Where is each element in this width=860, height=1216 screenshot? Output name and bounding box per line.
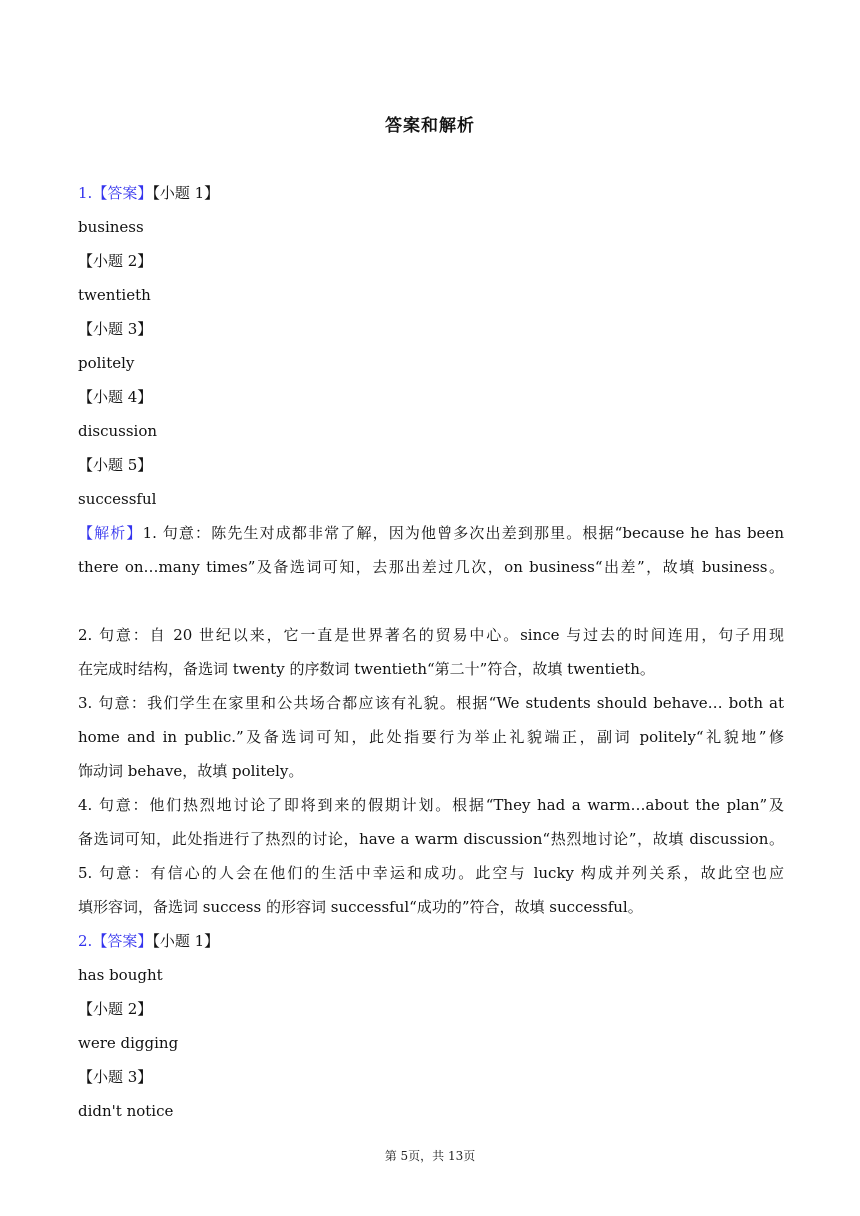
q1-analysis-line-9: 备选词可知，此处指进行了热烈的讨论，have a warm discussion“热烈地讨论”，故填 discussion。 <box>78 830 784 848</box>
q2-number: 2. <box>78 932 93 950</box>
q2-item-3-label: 【小题 3】 <box>78 1068 153 1086</box>
q1-analysis-line-4: 在完成时结构，备选词 twenty 的序数词 twentieth“第二十”符合，故填 twentieth。 <box>78 660 655 678</box>
analysis-text: 1. 句意：陈先生对成都非常了解，因为他曾多次出差到那里。根据“because he has been <box>142 524 784 542</box>
q1-item-1-answer: business <box>78 218 144 236</box>
q2-item-2-answer: were digging <box>78 1034 179 1052</box>
q1-analysis-line-5: 3. 句意：我们学生在家里和公共场合都应该有礼貌。根据“We students should behave… both at <box>78 694 784 712</box>
q1-item-4-label: 【小题 4】 <box>78 388 153 406</box>
answer-content <box>78 176 784 1128</box>
q1-analysis-tag: 【解析】 <box>78 524 143 542</box>
q1-header <box>78 176 784 210</box>
q1-analysis-line-1 <box>78 516 784 550</box>
page-title: 答案和解析 <box>385 116 475 136</box>
q1-analysis-line-6: home and in public.”及备选词可知，此处指要行为举止礼貌端正，副词 politely“礼貌地”修 <box>78 728 784 746</box>
q1-analysis-line-3: 2. 句意：自 20 世纪以来，它一直是世界著名的贸易中心。since 与过去的时间连用，句子用现 <box>78 626 784 644</box>
q1-analysis-line-8: 4. 句意：他们热烈地讨论了即将到来的假期计划。根据“They had a warm…about the plan”及 <box>78 796 784 814</box>
q1-number: 1. <box>78 184 93 202</box>
q1-analysis-line-10: 5. 句意：有信心的人会在他们的生活中幸运和成功。此空与 lucky 构成并列关系，故此空也应 <box>78 864 784 882</box>
q1-item-2-label: 【小题 2】 <box>78 252 153 270</box>
q1-item-5-label: 【小题 5】 <box>78 456 153 474</box>
q2-item-1-answer: has bought <box>78 966 163 984</box>
paragraph-gap <box>78 584 784 618</box>
q2-item-2-label: 【小题 2】 <box>78 1000 153 1018</box>
q1-item-3-answer: politely <box>78 354 135 372</box>
q1-item-2-answer: twentieth <box>78 286 151 304</box>
q2-item-1-label: 【小题 1】 <box>152 932 220 950</box>
q1-item-5-answer: successful <box>78 490 157 508</box>
q1-item-4-answer: discussion <box>78 422 158 440</box>
q1-analysis-line-7: 饰动词 behave，故填 politely。 <box>78 762 304 780</box>
q1-analysis-line-11: 填形容词，备选词 success 的形容词 successful“成功的”符合，故填 successful。 <box>78 898 643 916</box>
q2-answer-tag: 【答案】 <box>92 932 153 950</box>
page-footer: 第 5页，共 13页 <box>384 1149 476 1163</box>
q2-item-3-answer: didn't notice <box>78 1102 174 1120</box>
q1-answer-tag: 【答案】 <box>92 184 153 202</box>
q1-item-3-label: 【小题 3】 <box>78 320 153 338</box>
q2-header <box>78 924 784 958</box>
q1-item-1-label: 【小题 1】 <box>152 184 220 202</box>
q1-analysis-line-2: there on…many times”及备选词可知，去那出差过几次，on business“出差”，故填 business。 <box>78 558 784 576</box>
